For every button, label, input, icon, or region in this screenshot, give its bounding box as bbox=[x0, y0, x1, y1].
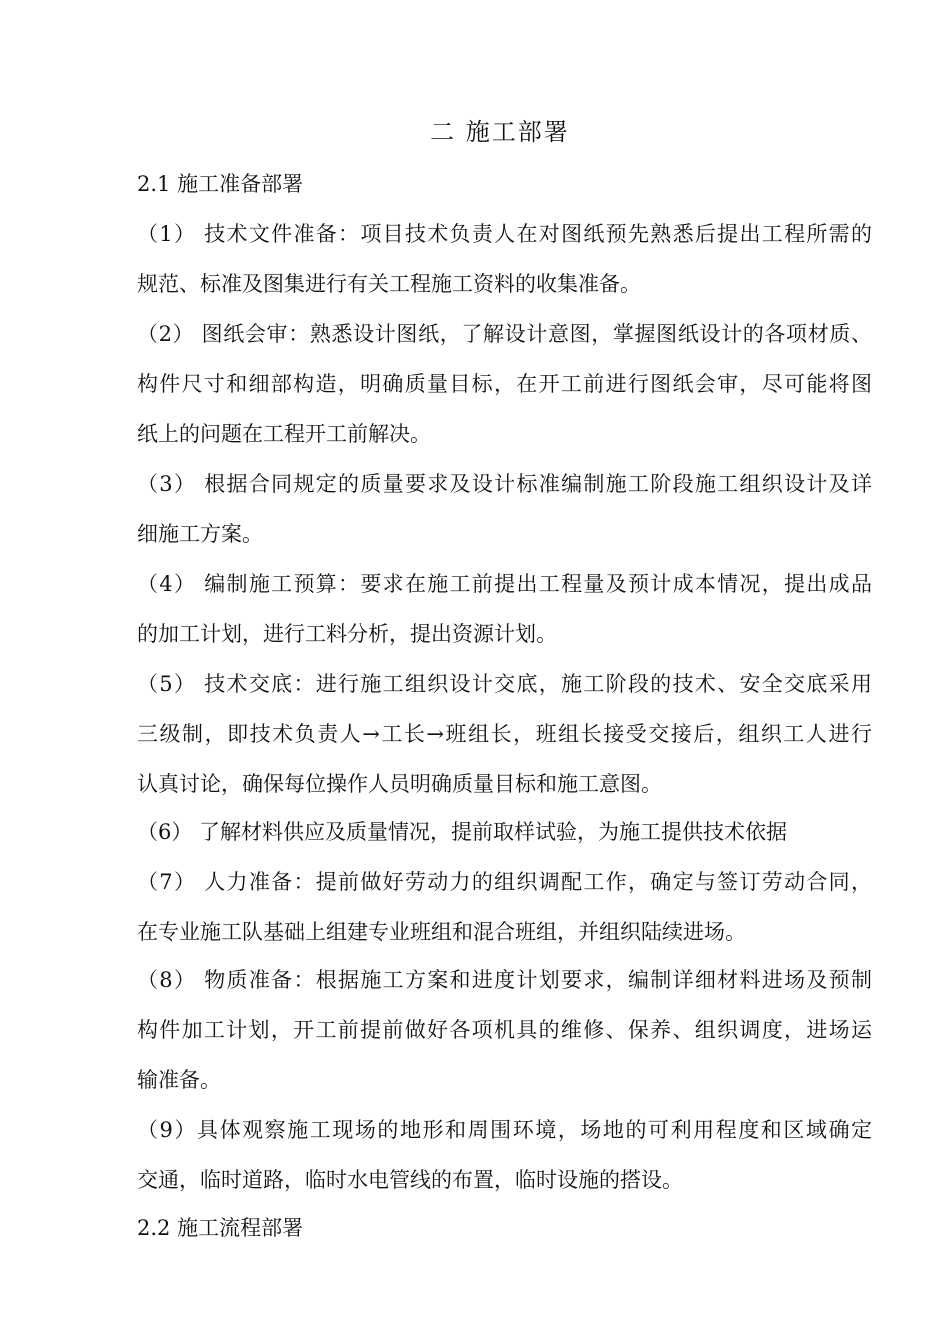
paragraph-6 bbox=[137, 807, 872, 857]
paragraph-1 bbox=[137, 209, 872, 309]
paragraph-line: （7） 人力准备：提前做好劳动力的组织调配工作，确定与签订劳动合同， bbox=[137, 870, 872, 894]
paragraph-2 bbox=[137, 309, 872, 459]
paragraph-7 bbox=[137, 857, 872, 957]
paragraph-line: 交通，临时道路，临时水电管线的布置，临时设施的搭设。 bbox=[137, 1168, 683, 1192]
paragraph-5 bbox=[137, 659, 872, 809]
paragraph-line: （6） 了解材料供应及质量情况，提前取样试验，为施工提供技术依据 bbox=[137, 820, 788, 844]
paragraph-line: 在专业施工队基础上组建专业班组和混合班组，并组织陆续进场。 bbox=[137, 920, 746, 944]
paragraph-9 bbox=[137, 1105, 872, 1205]
paragraph-line: 输准备。 bbox=[137, 1068, 221, 1092]
paragraph-line: 构件加工计划，开工前提前做好各项机具的维修、保养、组织调度，进场运 bbox=[137, 1018, 872, 1042]
paragraph-4 bbox=[137, 559, 872, 659]
paragraph-line: 构件尺寸和细部构造，明确质量目标，在开工前进行图纸会审，尽可能将图 bbox=[137, 372, 872, 396]
paragraph-line: 认真讨论，确保每位操作人员明确质量目标和施工意图。 bbox=[137, 772, 662, 796]
paragraph-line: 三级制，即技术负责人→工长→班组长，班组长接受交接后，组织工人进行 bbox=[137, 722, 872, 746]
paragraph-line: （4） 编制施工预算：要求在施工前提出工程量及预计成本情况，提出成品 bbox=[137, 572, 872, 596]
paragraph-line: （1） 技术文件准备：项目技术负责人在对图纸预先熟悉后提出工程所需的 bbox=[137, 222, 872, 246]
paragraph-8 bbox=[137, 955, 872, 1105]
chapter-title: 二 施工部署 bbox=[430, 118, 570, 146]
paragraph-line: 规范、标准及图集进行有关工程施工资料的收集准备。 bbox=[137, 272, 641, 296]
paragraph-line: （8） 物质准备：根据施工方案和进度计划要求，编制详细材料进场及预制 bbox=[137, 968, 872, 992]
paragraph-line: （2） 图纸会审：熟悉设计图纸，了解设计意图，掌握图纸设计的各项材质、 bbox=[137, 322, 872, 346]
paragraph-line: 的加工计划，进行工料分析，提出资源计划。 bbox=[137, 622, 557, 646]
paragraph-line: 细施工方案。 bbox=[137, 522, 263, 546]
paragraph-line: （3） 根据合同规定的质量要求及设计标准编制施工阶段施工组织设计及详 bbox=[137, 472, 872, 496]
section-heading-2-2: 2.2 施工流程部署 bbox=[137, 1216, 304, 1240]
paragraph-3 bbox=[137, 459, 872, 559]
paragraph-line: （5） 技术交底：进行施工组织设计交底，施工阶段的技术、安全交底采用 bbox=[137, 672, 872, 696]
paragraph-line: 纸上的问题在工程开工前解决。 bbox=[137, 422, 431, 446]
paragraph-line: （9）具体观察施工现场的地形和周围环境，场地的可利用程度和区域确定 bbox=[137, 1118, 872, 1142]
section-heading-2-1: 2.1 施工准备部署 bbox=[137, 172, 304, 196]
